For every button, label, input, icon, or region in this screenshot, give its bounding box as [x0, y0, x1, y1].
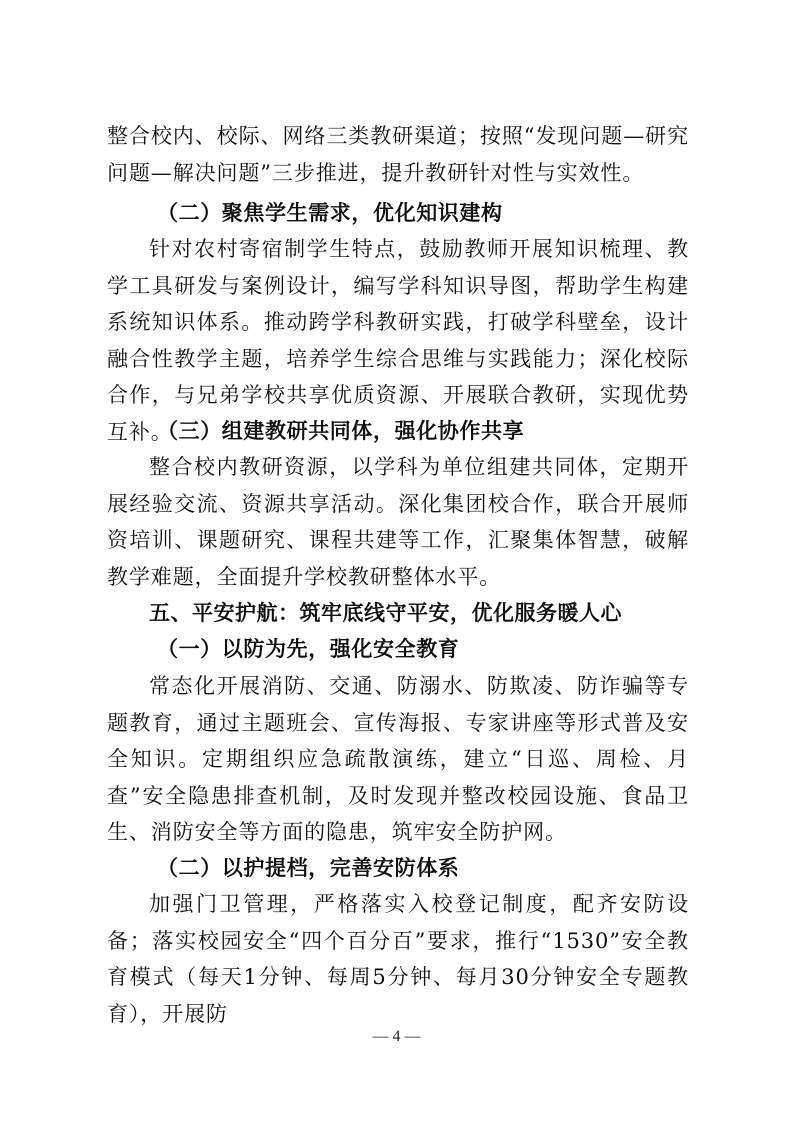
section-heading-5: 五、平安护航：筑牢底线守平安，优化服务暖人心	[149, 601, 622, 625]
body-paragraph-student-needs: 针对农村寄宿制学生特点，鼓励教师开展知识梳理、教学工具研发与案例设计，编写学科知识导图，帮助学生构建系统知识体系。推动跨学科教研实践，打破学科壁垒，设计融合性教学主题，培养学生综合思维与实践能力；深化校际合作，与兄弟学校共享优质资源、开展联合教研，实现优势互补。	[107, 237, 689, 444]
body-paragraph-continuation: 整合校内、校际、网络三类教研渠道；按照“发现问题—研究问题—解决问题”三步推进，提升教研针对性与实效性。	[107, 124, 689, 185]
subheading-safety-2: （二）以护提档，完善安防体系	[157, 856, 460, 880]
body-paragraph-security-system: 加强门卫管理，严格落实入校登记制度，配齐安防设备；落实校园安全“四个百分百”要求，推行“1530”安全教育模式（每天1分钟、每周5分钟、每月30分钟安全专题教育），开展防	[107, 892, 689, 1026]
page-number: — 4 —	[372, 1028, 421, 1045]
body-paragraph-safety-education: 常态化开展消防、交通、防溺水、防欺凌、防诈骗等专题教育，通过主题班会、宣传海报、专家讲座等形式普及安全知识。定期组织应急疏散演练，建立“日巡、周检、月查”安全隐患排查机制，及时发现并整改校园设施、食品卫生、消防安全等方面的隐患，筑牢安全防护网。	[107, 674, 689, 844]
subheading-safety-1: （一）以防为先，强化安全教育	[157, 637, 460, 661]
subheading-3: （三）组建教研共同体，强化协作共享	[157, 419, 525, 443]
subheading-2: （二）聚焦学生需求，优化知识建构	[157, 201, 503, 225]
body-paragraph-research-community: 整合校内教研资源，以学科为单位组建共同体，定期开展经验交流、资源共享活动。深化集团校合作，联合开展师资培训、课题研究、课程共建等工作，汇聚集体智慧，破解教学难题，全面提升学校教研整体水平。	[107, 455, 689, 589]
